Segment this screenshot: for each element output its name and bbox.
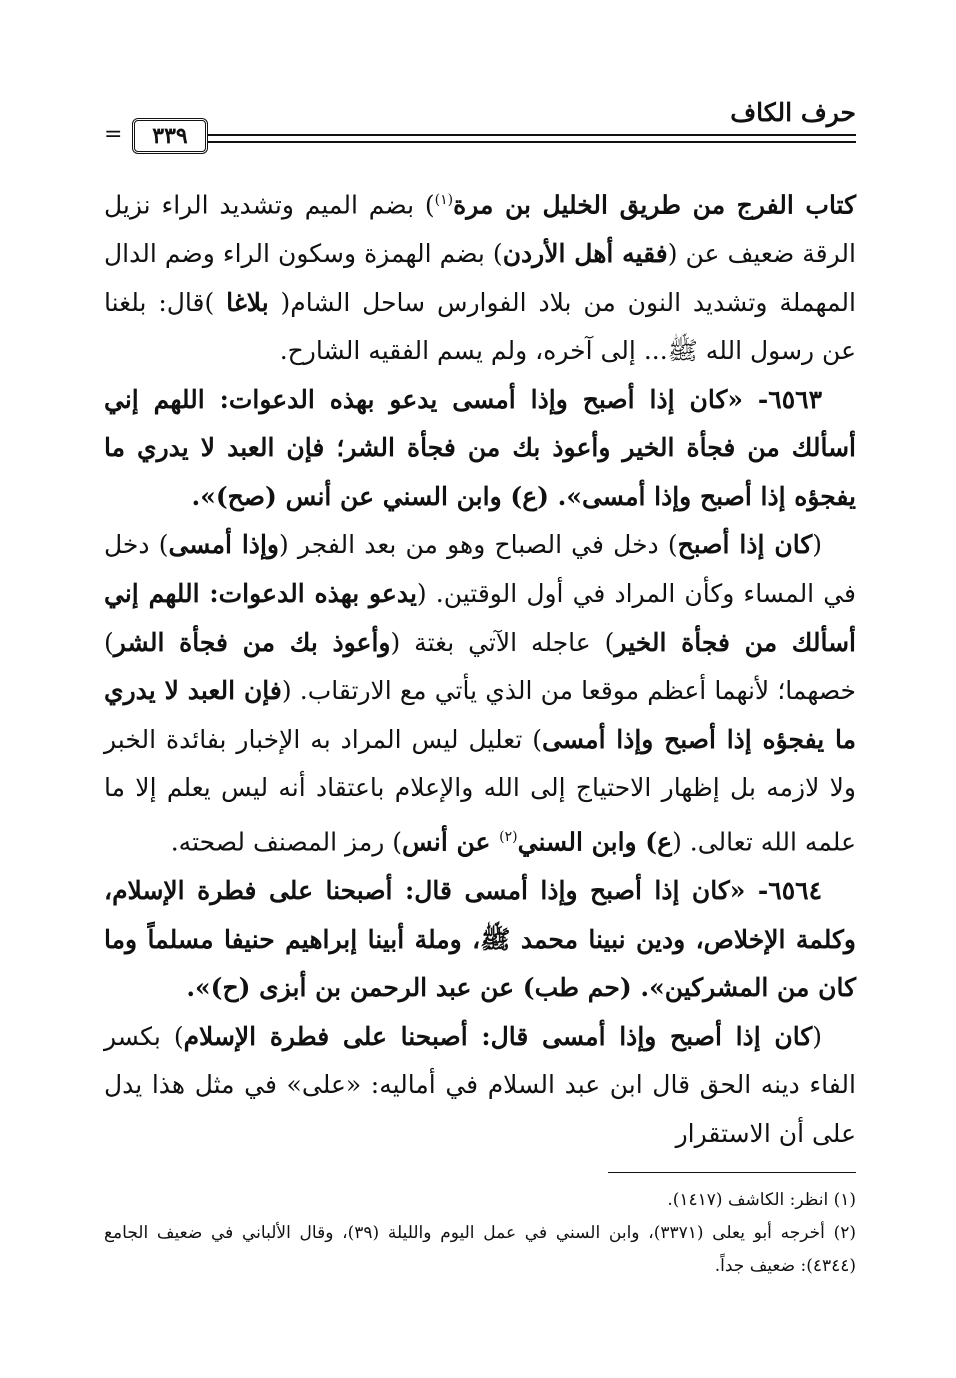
commentary-6563 xyxy=(104,521,856,866)
p3-bold-12: ع) وابن السني xyxy=(517,827,673,857)
p3-text-1: ( xyxy=(812,530,822,560)
p1-text-4: ) بضم الهمزة وسكون الراء وضم الدال المهملة وتشديد النون من بلاد الفوارس ساحل الشام( xyxy=(104,238,856,317)
footnote-2: (٢) أخرجه أبو يعلى (٣٣٧١)، وابن السني في عمل اليوم والليلة (٣٩)، وقال الألباني في ضعيف الجامع (٤٣٤٤): ضعيف جداً. xyxy=(104,1223,856,1276)
p1-text-2: ) بضم الميم وتشديد الراء نزيل الرقة ضعيف عن ( xyxy=(104,190,856,268)
p3-text-9: ) خصهما؛ لأنهما أعظم موقعا من الذي يأتي مع الارتقاب. ( xyxy=(104,627,856,706)
p3-text-3: ) دخل في الصباح وهو من بعد الفجر ( xyxy=(278,530,678,560)
footnote-separator xyxy=(608,1172,856,1173)
paragraph-1 xyxy=(104,176,856,376)
footnotes xyxy=(104,1184,856,1283)
p3-bold-6: يدعو بهذه الدعوات: اللهم إني أسألك من فجأة الخير xyxy=(104,579,856,657)
hadith-6563 xyxy=(104,376,856,522)
p1-bold-5: بلاغا xyxy=(226,287,269,317)
p1-text-6: )قال: بلغنا عن رسول الله ﷺ... إلى آخره، ولم يسم الفقيه الشارح. xyxy=(104,287,856,366)
footnote-ref-2: (٢) xyxy=(499,829,518,846)
p5-bold-2: كان إذا أصبح وإذا أمسى قال: أصبحنا على فطرة الإسلام xyxy=(183,1021,813,1051)
p3-text-5: ) دخل في المساء وكأن المراد في أول الوقتين. ( xyxy=(104,530,856,609)
header-rule xyxy=(208,134,856,143)
p3-bold-10: فإن العبد لا يدري ما يفجؤه إذا أصبح وإذا أمسى xyxy=(104,676,856,754)
footnote-1: (١) انظر: الكاشف (١٤١٧). xyxy=(667,1190,856,1210)
footnote-ref-1: (١) xyxy=(434,192,454,208)
p3-text-14: ) رمز المصنف لصحته. xyxy=(170,827,403,857)
hadith-6563-text: ٦٥٦٣- «كان إذا أصبح وإذا أمسى يدعو بهذه الدعوات: اللهم إني أسألك من فجأة الخير وأعوذ بك من فجأة الشر؛ فإن العبد لا يدري ما يفجؤه إذا أصبح وإذا أمسى». (ع) وابن السني عن أنس (صح)». xyxy=(104,384,856,511)
page-header xyxy=(104,96,856,156)
p1-bold-3: فقيه أهل الأردن xyxy=(502,238,668,268)
p3-bold-2: كان إذا أصبح xyxy=(677,530,813,560)
p3-bold-13: عن أنس xyxy=(402,827,500,857)
commentary-6564 xyxy=(104,1013,856,1159)
hadith-6564-text: ٦٥٦٤- «كان إذا أصبح وإذا أمسى قال: أصبحنا على فطرة الإسلام، وكلمة الإخلاص، ودين نبينا محمد ﷺ، وملة أبينا إبراهيم حنيفا مسلماً وما كان من المشركين». (حم طب) عن عبد الرحمن بن أبزى (ح)». xyxy=(104,875,856,1003)
page-number: ٣٣٩ xyxy=(132,118,208,154)
p5-text-3: ) بكسر الفاء دينه الحق قال ابن عبد السلام في أماليه: «على» في مثل هذا يدل على أن الاستقرار xyxy=(104,1021,856,1148)
p1-bold-1: كتاب الفرج من طريق الخليل بن مرة xyxy=(453,190,857,220)
p3-text-11: ) تعليل ليس المراد به الإخبار بفائدة الخبر ولا لازمه بل إظهار الاحتياج إلى الله والإعلام باعتقاد أنه ليس يعلم إلا ما علمه الله تعالى. ( xyxy=(104,724,856,857)
chapter-title: حرف الكاف xyxy=(730,98,856,127)
p5-text-1: ( xyxy=(812,1021,822,1051)
p3-bold-8: وأعوذ بك من فجأة الشر xyxy=(113,627,391,657)
p3-text-7: ) عاجله الآتي بغتة ( xyxy=(390,627,615,657)
hadith-6564 xyxy=(104,867,856,1013)
header-left-mark: = xyxy=(104,122,123,147)
page-body xyxy=(104,176,856,1159)
p3-bold-4: وإذا أمسى xyxy=(168,530,279,560)
